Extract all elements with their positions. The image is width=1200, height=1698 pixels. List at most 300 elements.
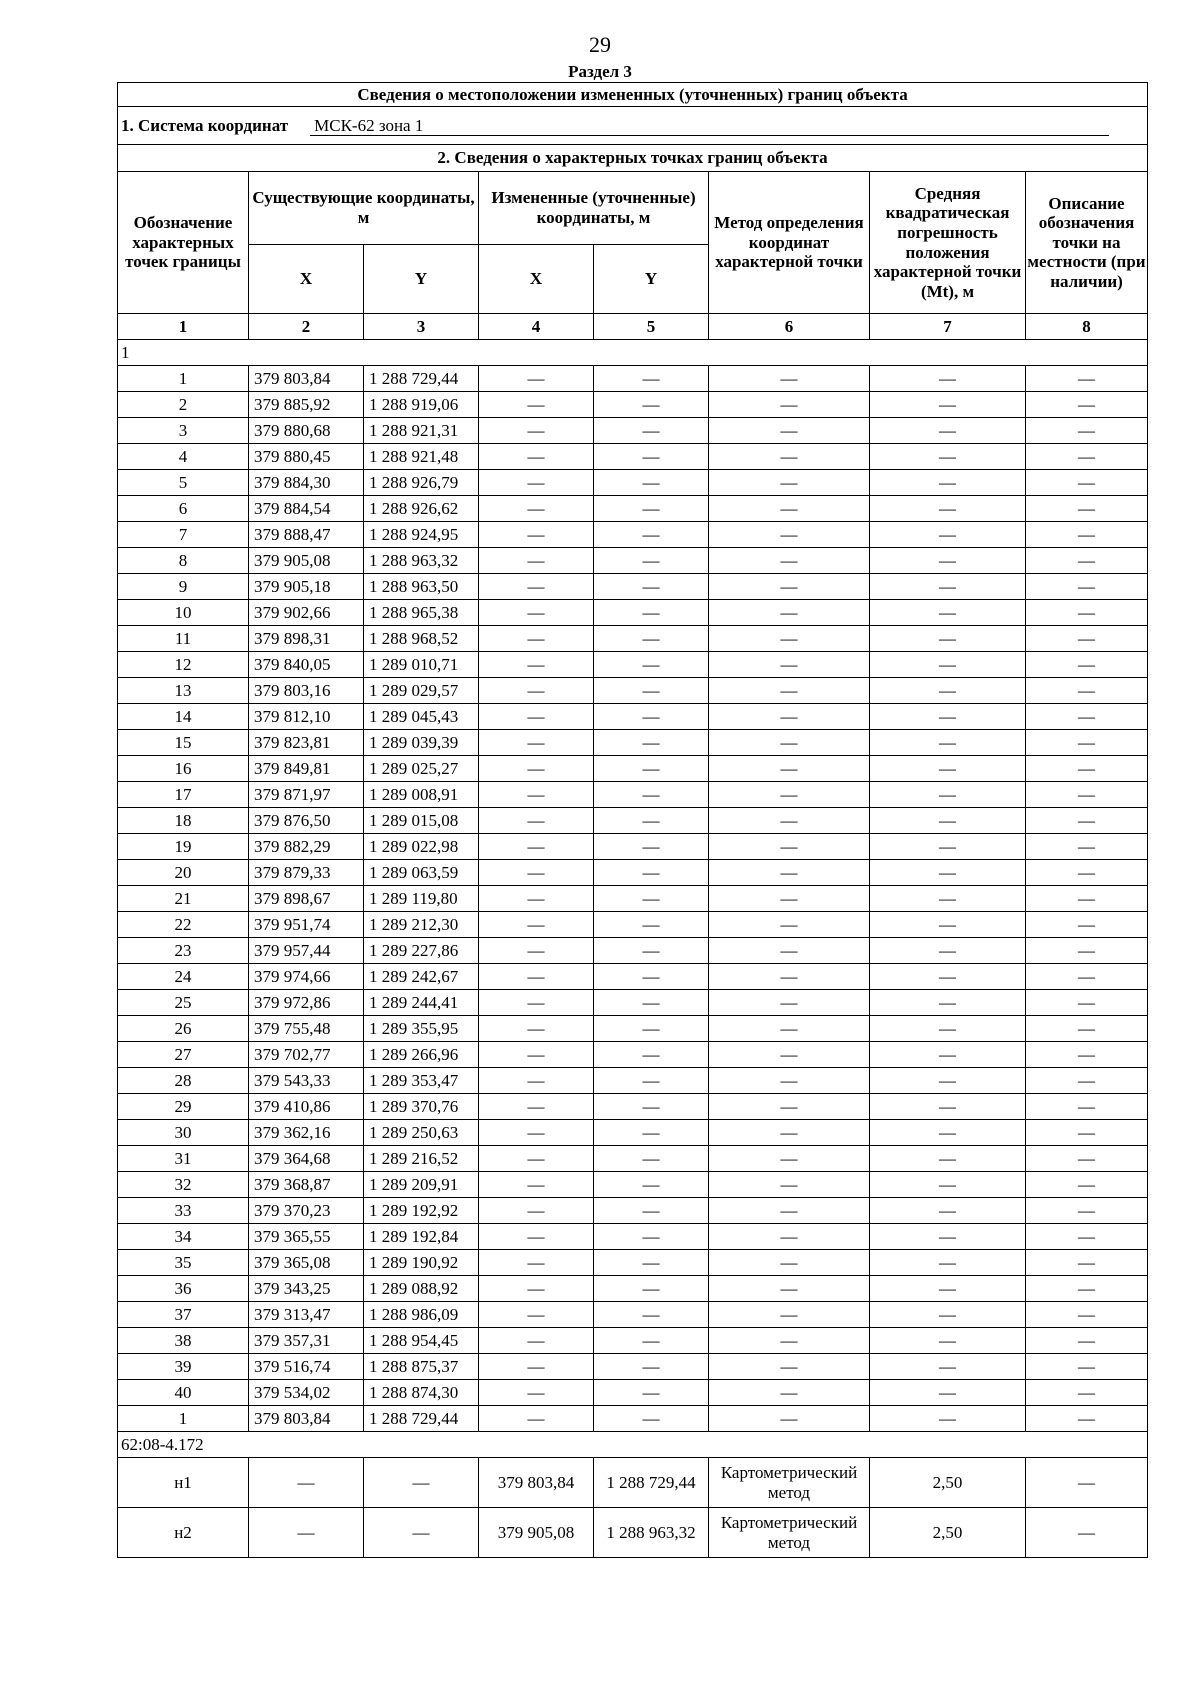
existing-y-cell: 1 288 921,48 — [364, 444, 479, 470]
method-cell: — — [709, 1146, 870, 1172]
description-cell: — — [1026, 808, 1148, 834]
changed-x-cell: — — [479, 1042, 594, 1068]
description-cell: — — [1026, 626, 1148, 652]
changed-x-cell: — — [479, 1068, 594, 1094]
existing-x-cell: 379 898,67 — [249, 886, 364, 912]
changed-y-cell: — — [594, 1276, 709, 1302]
boundary-points-table — [117, 82, 1148, 1558]
existing-x-cell: 379 823,81 — [249, 730, 364, 756]
existing-y-cell: 1 288 965,38 — [364, 600, 479, 626]
existing-y-cell: 1 288 986,09 — [364, 1302, 479, 1328]
existing-x-cell: 379 362,16 — [249, 1120, 364, 1146]
changed-x-cell: — — [479, 990, 594, 1016]
changed-y-cell: — — [594, 782, 709, 808]
method-cell: — — [709, 1276, 870, 1302]
existing-x-cell: 379 365,55 — [249, 1224, 364, 1250]
changed-y-cell: — — [594, 1354, 709, 1380]
changed-x-cell: — — [479, 938, 594, 964]
changed-x-cell: — — [479, 418, 594, 444]
table-row — [118, 1146, 1148, 1172]
point-number-cell: 14 — [118, 704, 249, 730]
error-cell: — — [870, 366, 1026, 392]
description-cell: — — [1026, 1042, 1148, 1068]
changed-y-cell: — — [594, 392, 709, 418]
table-row — [118, 704, 1148, 730]
description-cell: — — [1026, 860, 1148, 886]
changed-y-cell: — — [594, 730, 709, 756]
existing-y-cell: 1 289 025,27 — [364, 756, 479, 782]
table-row — [118, 1250, 1148, 1276]
changed-x-cell: — — [479, 1328, 594, 1354]
changed-x-cell: — — [479, 392, 594, 418]
changed-y-cell: — — [594, 886, 709, 912]
point-number-cell: 39 — [118, 1354, 249, 1380]
method-cell: — — [709, 756, 870, 782]
changed-y-cell: — — [594, 1224, 709, 1250]
changed-y-cell: — — [594, 756, 709, 782]
method-cell: — — [709, 1224, 870, 1250]
point-number-cell: 23 — [118, 938, 249, 964]
existing-x-cell: 379 880,68 — [249, 418, 364, 444]
existing-x-cell: 379 902,66 — [249, 600, 364, 626]
table-row — [118, 912, 1148, 938]
existing-y-cell: 1 288 874,30 — [364, 1380, 479, 1406]
table-row — [118, 1276, 1148, 1302]
error-cell: — — [870, 1328, 1026, 1354]
method-cell: — — [709, 522, 870, 548]
changed-y-cell: — — [594, 1068, 709, 1094]
section-title: Раздел 3 — [568, 62, 632, 81]
table-row — [118, 522, 1148, 548]
existing-x-cell: 379 905,18 — [249, 574, 364, 600]
point-number-cell: 11 — [118, 626, 249, 652]
existing-y-cell: 1 288 968,52 — [364, 626, 479, 652]
table-row — [118, 834, 1148, 860]
changed-x-cell: — — [479, 886, 594, 912]
changed-y-cell: — — [594, 1380, 709, 1406]
existing-y-cell: 1 288 926,79 — [364, 470, 479, 496]
existing-y-cell: 1 289 088,92 — [364, 1276, 479, 1302]
existing-y-cell: 1 288 729,44 — [364, 366, 479, 392]
point-number-cell: 28 — [118, 1068, 249, 1094]
point-number-cell: 32 — [118, 1172, 249, 1198]
description-cell: — — [1026, 470, 1148, 496]
method-cell: — — [709, 1354, 870, 1380]
description-cell: — — [1026, 1224, 1148, 1250]
changed-x-cell: 379 905,08 — [479, 1508, 594, 1558]
description-cell: — — [1026, 1094, 1148, 1120]
point-number-cell: 35 — [118, 1250, 249, 1276]
subsection-title: 2. Сведения о характерных точках границ объекта — [118, 145, 1148, 172]
description-cell: — — [1026, 912, 1148, 938]
group-label: 1 — [118, 340, 1148, 366]
description-cell: — — [1026, 444, 1148, 470]
existing-y-cell: 1 288 924,95 — [364, 522, 479, 548]
column-number: 7 — [870, 314, 1026, 340]
description-cell: — — [1026, 1328, 1148, 1354]
error-cell: — — [870, 1406, 1026, 1432]
changed-y-cell: — — [594, 652, 709, 678]
changed-x-cell: — — [479, 574, 594, 600]
point-number-cell: 40 — [118, 1380, 249, 1406]
header-error: Средняя квадратическая погрешность положения характерной точки (Mt), м — [870, 172, 1026, 314]
changed-y-cell: — — [594, 600, 709, 626]
method-cell: — — [709, 1302, 870, 1328]
error-cell: — — [870, 1120, 1026, 1146]
existing-x-cell: 379 957,44 — [249, 938, 364, 964]
method-cell: — — [709, 496, 870, 522]
changed-y-cell: — — [594, 444, 709, 470]
existing-x-cell: 379 755,48 — [249, 1016, 364, 1042]
coordinate-system-value: МСК-62 зона 1 — [310, 116, 1109, 137]
changed-x-cell: — — [479, 1172, 594, 1198]
error-cell: — — [870, 782, 1026, 808]
error-cell: — — [870, 548, 1026, 574]
description-cell: — — [1026, 548, 1148, 574]
existing-y-cell: — — [364, 1458, 479, 1508]
existing-x-cell: — — [249, 1508, 364, 1558]
table-row — [118, 808, 1148, 834]
table-row — [118, 444, 1148, 470]
description-cell: — — [1026, 1146, 1148, 1172]
description-cell: — — [1026, 1302, 1148, 1328]
description-cell: — — [1026, 704, 1148, 730]
existing-y-cell: 1 289 212,30 — [364, 912, 479, 938]
existing-y-cell: 1 289 242,67 — [364, 964, 479, 990]
error-cell: — — [870, 1042, 1026, 1068]
table-row — [118, 496, 1148, 522]
existing-y-cell: 1 288 963,32 — [364, 548, 479, 574]
point-number-cell: 24 — [118, 964, 249, 990]
method-cell: — — [709, 574, 870, 600]
changed-y-cell: — — [594, 704, 709, 730]
existing-x-cell: 379 888,47 — [249, 522, 364, 548]
header-existing-x: X — [249, 245, 364, 314]
changed-y-cell: 1 288 729,44 — [594, 1458, 709, 1508]
method-cell: — — [709, 1042, 870, 1068]
table-row — [118, 938, 1148, 964]
error-cell: — — [870, 496, 1026, 522]
method-cell: — — [709, 808, 870, 834]
changed-x-cell: — — [479, 1302, 594, 1328]
changed-x-cell: — — [479, 1380, 594, 1406]
method-cell: — — [709, 418, 870, 444]
point-number-cell: 37 — [118, 1302, 249, 1328]
existing-x-cell: — — [249, 1458, 364, 1508]
existing-x-cell: 379 410,86 — [249, 1094, 364, 1120]
table-row — [118, 470, 1148, 496]
method-cell: — — [709, 886, 870, 912]
existing-x-cell: 379 803,84 — [249, 1406, 364, 1432]
point-number-cell: 7 — [118, 522, 249, 548]
point-number-cell: 31 — [118, 1146, 249, 1172]
error-cell: 2,50 — [870, 1458, 1026, 1508]
error-cell: — — [870, 1094, 1026, 1120]
existing-x-cell: 379 364,68 — [249, 1146, 364, 1172]
changed-y-cell: — — [594, 678, 709, 704]
header-changed-coords: Измененные (уточненные) координаты, м — [479, 172, 709, 245]
table-row — [118, 1302, 1148, 1328]
method-cell: — — [709, 1198, 870, 1224]
table-row — [118, 990, 1148, 1016]
point-number-cell: н1 — [118, 1458, 249, 1508]
method-cell: — — [709, 860, 870, 886]
header-description: Описание обозначения точки на местности (при наличии) — [1026, 172, 1148, 314]
description-cell: — — [1026, 1508, 1148, 1558]
existing-y-cell: 1 289 039,39 — [364, 730, 479, 756]
existing-x-cell: 379 884,54 — [249, 496, 364, 522]
error-cell: — — [870, 756, 1026, 782]
method-cell: — — [709, 1328, 870, 1354]
changed-y-cell: — — [594, 522, 709, 548]
error-cell: — — [870, 860, 1026, 886]
method-cell: Картометрический метод — [709, 1508, 870, 1558]
changed-x-cell: — — [479, 704, 594, 730]
description-cell: — — [1026, 990, 1148, 1016]
method-cell: — — [709, 678, 870, 704]
description-cell: — — [1026, 1016, 1148, 1042]
error-cell: — — [870, 1250, 1026, 1276]
table-row — [118, 1328, 1148, 1354]
header-existing-coords: Существующие координаты, м — [249, 172, 479, 245]
existing-x-cell: 379 812,10 — [249, 704, 364, 730]
description-cell: — — [1026, 1458, 1148, 1508]
error-cell: 2,50 — [870, 1508, 1026, 1558]
point-number-cell: 4 — [118, 444, 249, 470]
table-row — [118, 652, 1148, 678]
existing-y-cell: 1 289 045,43 — [364, 704, 479, 730]
existing-y-cell: 1 288 926,62 — [364, 496, 479, 522]
existing-x-cell: 379 534,02 — [249, 1380, 364, 1406]
description-cell: — — [1026, 1250, 1148, 1276]
page-number: 29 — [589, 32, 611, 57]
point-number-cell: 29 — [118, 1094, 249, 1120]
existing-y-cell: 1 289 353,47 — [364, 1068, 479, 1094]
coordinate-system-row — [118, 107, 1148, 145]
method-cell: — — [709, 964, 870, 990]
description-cell: — — [1026, 756, 1148, 782]
existing-y-cell: 1 289 022,98 — [364, 834, 479, 860]
existing-x-cell: 379 876,50 — [249, 808, 364, 834]
existing-x-cell: 379 368,87 — [249, 1172, 364, 1198]
existing-y-cell: 1 289 192,92 — [364, 1198, 479, 1224]
method-cell: — — [709, 1094, 870, 1120]
existing-x-cell: 379 885,92 — [249, 392, 364, 418]
point-number-cell: 9 — [118, 574, 249, 600]
table-row — [118, 574, 1148, 600]
existing-y-cell: 1 289 119,80 — [364, 886, 479, 912]
changed-y-cell: — — [594, 990, 709, 1016]
description-cell: — — [1026, 366, 1148, 392]
method-cell: — — [709, 1120, 870, 1146]
changed-x-cell: — — [479, 1354, 594, 1380]
error-cell: — — [870, 808, 1026, 834]
existing-x-cell: 379 702,77 — [249, 1042, 364, 1068]
method-cell: — — [709, 470, 870, 496]
column-number: 5 — [594, 314, 709, 340]
table-row — [118, 626, 1148, 652]
changed-x-cell: — — [479, 1146, 594, 1172]
error-cell: — — [870, 600, 1026, 626]
description-cell: — — [1026, 1198, 1148, 1224]
description-cell: — — [1026, 652, 1148, 678]
changed-y-cell: — — [594, 964, 709, 990]
changed-x-cell: — — [479, 860, 594, 886]
method-cell: — — [709, 1380, 870, 1406]
error-cell: — — [870, 626, 1026, 652]
existing-y-cell: 1 289 370,76 — [364, 1094, 479, 1120]
method-cell: — — [709, 834, 870, 860]
existing-x-cell: 379 357,31 — [249, 1328, 364, 1354]
changed-y-cell: — — [594, 1016, 709, 1042]
point-number-cell: 2 — [118, 392, 249, 418]
error-cell: — — [870, 470, 1026, 496]
point-number-cell: 19 — [118, 834, 249, 860]
coordinate-system-label: 1. Система координат — [121, 116, 289, 136]
point-number-cell: 15 — [118, 730, 249, 756]
header-point-designation: Обозначение характерных точек границы — [118, 172, 249, 314]
point-number-cell: 8 — [118, 548, 249, 574]
changed-x-cell: 379 803,84 — [479, 1458, 594, 1508]
changed-x-cell: — — [479, 548, 594, 574]
changed-y-cell: — — [594, 1094, 709, 1120]
description-cell: — — [1026, 834, 1148, 860]
changed-x-cell: — — [479, 1250, 594, 1276]
column-number: 1 — [118, 314, 249, 340]
existing-x-cell: 379 972,86 — [249, 990, 364, 1016]
table-row — [118, 548, 1148, 574]
existing-x-cell: 379 840,05 — [249, 652, 364, 678]
existing-y-cell: 1 289 266,96 — [364, 1042, 479, 1068]
changed-y-cell: — — [594, 1146, 709, 1172]
changed-x-cell: — — [479, 600, 594, 626]
changed-y-cell: — — [594, 470, 709, 496]
error-cell: — — [870, 522, 1026, 548]
method-cell: — — [709, 548, 870, 574]
method-cell: — — [709, 392, 870, 418]
existing-y-cell: 1 289 216,52 — [364, 1146, 479, 1172]
changed-y-cell: — — [594, 860, 709, 886]
method-cell: — — [709, 1172, 870, 1198]
header-changed-y: Y — [594, 245, 709, 314]
error-cell: — — [870, 912, 1026, 938]
changed-x-cell: — — [479, 730, 594, 756]
existing-x-cell: 379 803,16 — [249, 678, 364, 704]
changed-y-cell: — — [594, 912, 709, 938]
error-cell: — — [870, 730, 1026, 756]
existing-x-cell: 379 365,08 — [249, 1250, 364, 1276]
changed-y-cell: — — [594, 1120, 709, 1146]
point-number-cell: 1 — [118, 1406, 249, 1432]
table-row — [118, 600, 1148, 626]
table-row — [118, 730, 1148, 756]
method-cell: — — [709, 444, 870, 470]
method-cell: — — [709, 730, 870, 756]
error-cell: — — [870, 392, 1026, 418]
column-number: 3 — [364, 314, 479, 340]
column-number: 2 — [249, 314, 364, 340]
existing-y-cell: 1 289 227,86 — [364, 938, 479, 964]
changed-y-cell: 1 288 963,32 — [594, 1508, 709, 1558]
error-cell: — — [870, 964, 1026, 990]
table-row — [118, 1068, 1148, 1094]
description-cell: — — [1026, 782, 1148, 808]
changed-y-cell: — — [594, 1042, 709, 1068]
header-method: Метод определения координат характерной точки — [709, 172, 870, 314]
header-existing-y: Y — [364, 245, 479, 314]
point-number-cell: 22 — [118, 912, 249, 938]
error-cell: — — [870, 1380, 1026, 1406]
changed-y-cell: — — [594, 938, 709, 964]
existing-x-cell: 379 974,66 — [249, 964, 364, 990]
point-number-cell: 13 — [118, 678, 249, 704]
description-cell: — — [1026, 574, 1148, 600]
table-row — [118, 782, 1148, 808]
point-number-cell: 6 — [118, 496, 249, 522]
description-cell: — — [1026, 964, 1148, 990]
description-cell: — — [1026, 1380, 1148, 1406]
point-number-cell: 1 — [118, 366, 249, 392]
changed-x-cell: — — [479, 964, 594, 990]
table-row — [118, 366, 1148, 392]
error-cell: — — [870, 990, 1026, 1016]
table-row — [118, 1198, 1148, 1224]
existing-x-cell: 379 879,33 — [249, 860, 364, 886]
point-number-cell: 25 — [118, 990, 249, 1016]
table-row — [118, 964, 1148, 990]
changed-x-cell: — — [479, 678, 594, 704]
header-changed-x: X — [479, 245, 594, 314]
error-cell: — — [870, 834, 1026, 860]
changed-x-cell: — — [479, 522, 594, 548]
existing-y-cell: 1 289 029,57 — [364, 678, 479, 704]
table-row — [118, 886, 1148, 912]
changed-x-cell: — — [479, 1224, 594, 1250]
method-cell: — — [709, 366, 870, 392]
point-number-cell: 36 — [118, 1276, 249, 1302]
description-cell: — — [1026, 522, 1148, 548]
column-number: 8 — [1026, 314, 1148, 340]
changed-x-cell: — — [479, 1120, 594, 1146]
existing-y-cell: 1 289 250,63 — [364, 1120, 479, 1146]
description-cell: — — [1026, 1068, 1148, 1094]
method-cell: — — [709, 1250, 870, 1276]
point-number-cell: 10 — [118, 600, 249, 626]
changed-y-cell: — — [594, 496, 709, 522]
changed-y-cell: — — [594, 574, 709, 600]
description-cell: — — [1026, 1276, 1148, 1302]
changed-y-cell: — — [594, 418, 709, 444]
changed-y-cell: — — [594, 1250, 709, 1276]
error-cell: — — [870, 1224, 1026, 1250]
existing-x-cell: 379 884,30 — [249, 470, 364, 496]
error-cell: — — [870, 1276, 1026, 1302]
error-cell: — — [870, 938, 1026, 964]
changed-x-cell: — — [479, 366, 594, 392]
table-row — [118, 756, 1148, 782]
existing-x-cell: 379 880,45 — [249, 444, 364, 470]
table-row — [118, 1172, 1148, 1198]
changed-y-cell: — — [594, 834, 709, 860]
changed-x-cell: — — [479, 652, 594, 678]
point-number-cell: 26 — [118, 1016, 249, 1042]
point-number-cell: 17 — [118, 782, 249, 808]
table-row — [118, 1508, 1148, 1558]
method-cell: — — [709, 652, 870, 678]
table-row — [118, 860, 1148, 886]
changed-x-cell: — — [479, 912, 594, 938]
existing-x-cell: 379 313,47 — [249, 1302, 364, 1328]
